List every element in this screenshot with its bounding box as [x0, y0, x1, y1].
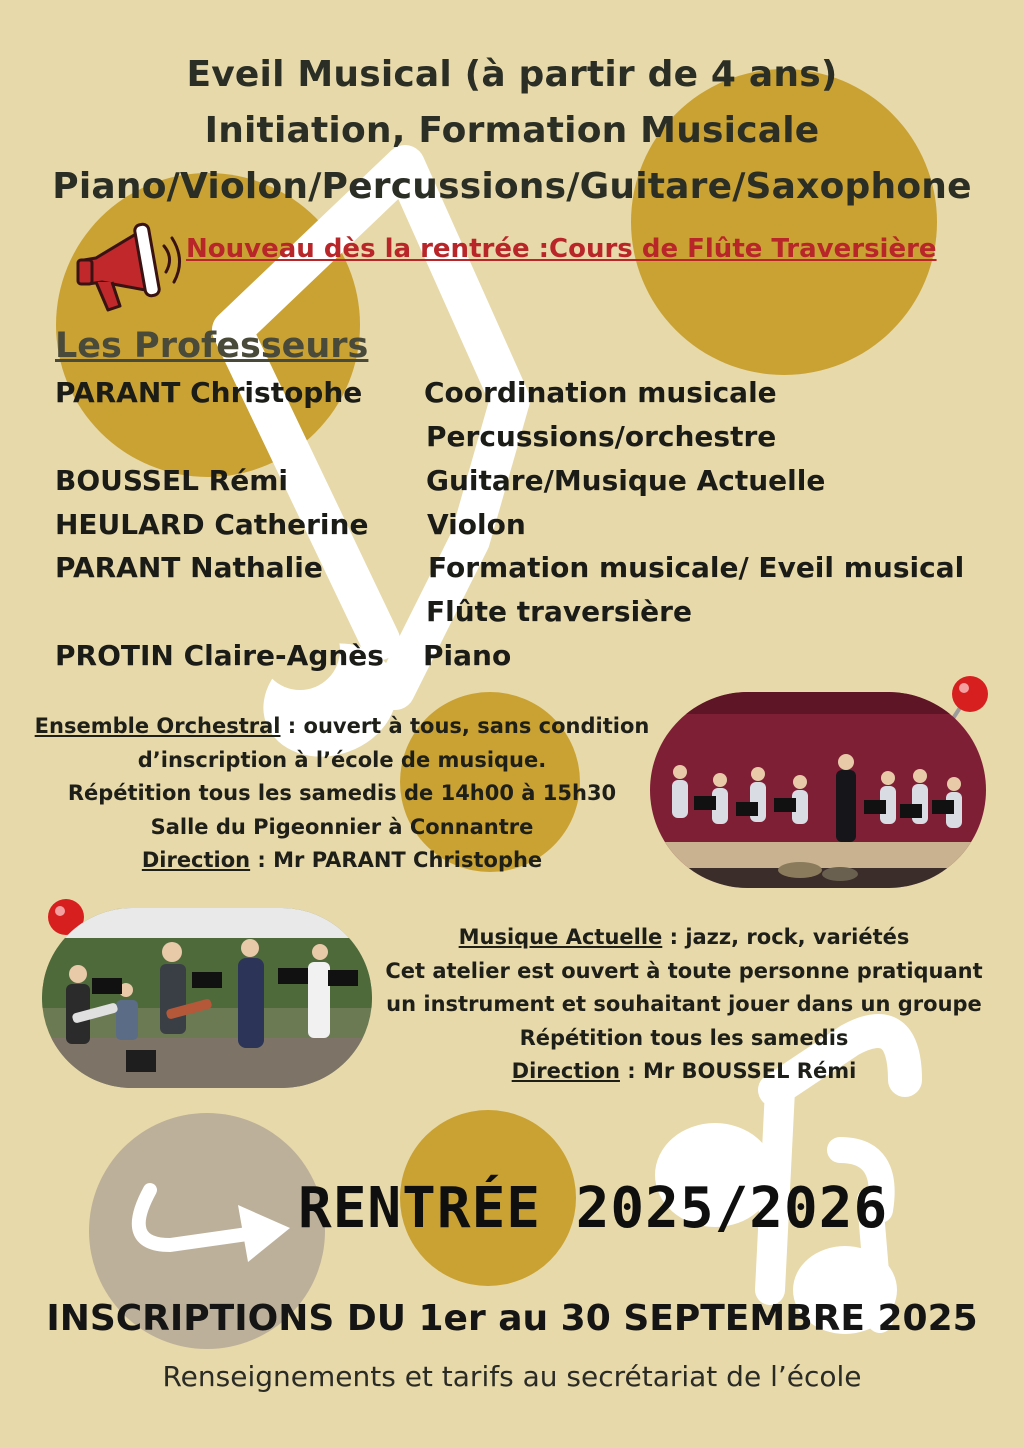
teacher-role: Flûte traversière — [426, 595, 692, 628]
ensemble-line-3: Répétition tous les samedis de 14h00 à 15h30 — [67, 781, 617, 805]
announcement-text: Nouveau dès la rentrée :Cours de Flûte Traversière — [186, 234, 937, 264]
rentree-title: RENTRÉE 2025/2026 — [298, 1176, 889, 1241]
ensemble-line-4: Salle du Pigeonnier à Connantre — [150, 814, 534, 839]
red-pin-icon — [952, 676, 988, 720]
actuelle-line-3: un instrument et souhaitant jouer dans un groupe — [386, 992, 982, 1016]
ensemble-label: Ensemble Orchestral — [34, 714, 281, 738]
teacher-name: PARANT Christophe — [55, 376, 363, 409]
actuelle-line-4: Répétition tous les samedis — [519, 1025, 849, 1050]
teacher-role: Formation musicale/ Eveil musical — [428, 551, 965, 584]
musique-actuelle-block — [372, 921, 996, 1089]
header-line-1: Eveil Musical (à partir de 4 ans) — [186, 54, 838, 95]
renseignements-text: Renseignements et tarifs au secrétariat de l’école — [162, 1360, 862, 1393]
band-photo — [42, 908, 372, 1088]
orchestra-photo-illustration — [650, 692, 986, 888]
actuelle-line-1-text: : jazz, rock, variétés — [662, 925, 910, 949]
teachers-title: Les Professeurs — [55, 326, 369, 366]
gold-circle-left — [55, 173, 363, 477]
ensemble-line-2: d’inscription à l’école de musique. — [137, 747, 547, 772]
actuelle-line-1 — [372, 921, 996, 955]
ensemble-line-1-text: : ouvert à tous, sans condition — [280, 714, 650, 738]
teacher-role: Guitare/Musique Actuelle — [426, 464, 826, 497]
ensemble-line-1 — [22, 710, 662, 744]
teacher-name: BOUSSEL Rémi — [55, 464, 288, 497]
band-photo-illustration — [42, 908, 372, 1088]
actuelle-label: Musique Actuelle — [458, 925, 663, 949]
teacher-name: PROTIN Claire-Agnès — [55, 639, 384, 672]
orchestra-photo — [650, 692, 986, 888]
teacher-name: PARANT Nathalie — [55, 551, 323, 584]
ensemble-direction — [22, 844, 662, 878]
teacher-role: Coordination musicale — [424, 376, 777, 409]
ensemble-direction-label: Direction — [141, 848, 251, 872]
header-line-2: Initiation, Formation Musicale — [204, 110, 820, 151]
header-line-3: Piano/Violon/Percussions/Guitare/Saxophone — [52, 166, 972, 207]
teacher-role: Percussions/orchestre — [426, 420, 777, 453]
inscriptions-dates: INSCRIPTIONS DU 1er au 30 SEPTEMBRE 2025 — [46, 1298, 978, 1339]
actuelle-line-2: Cet atelier est ouvert à toute personne pratiquant — [385, 958, 983, 983]
teacher-name: HEULARD Catherine — [55, 508, 369, 541]
teacher-role: Violon — [427, 508, 526, 541]
actuelle-direction-label: Direction — [511, 1059, 620, 1083]
teacher-role: Piano — [423, 639, 512, 672]
actuelle-direction — [372, 1055, 996, 1089]
ensemble-direction-text: : Mr PARANT Christophe — [250, 848, 543, 872]
ensemble-orchestral-block — [22, 710, 662, 878]
actuelle-direction-text: : Mr BOUSSEL Rémi — [619, 1059, 857, 1083]
megaphone-icon — [76, 220, 182, 316]
